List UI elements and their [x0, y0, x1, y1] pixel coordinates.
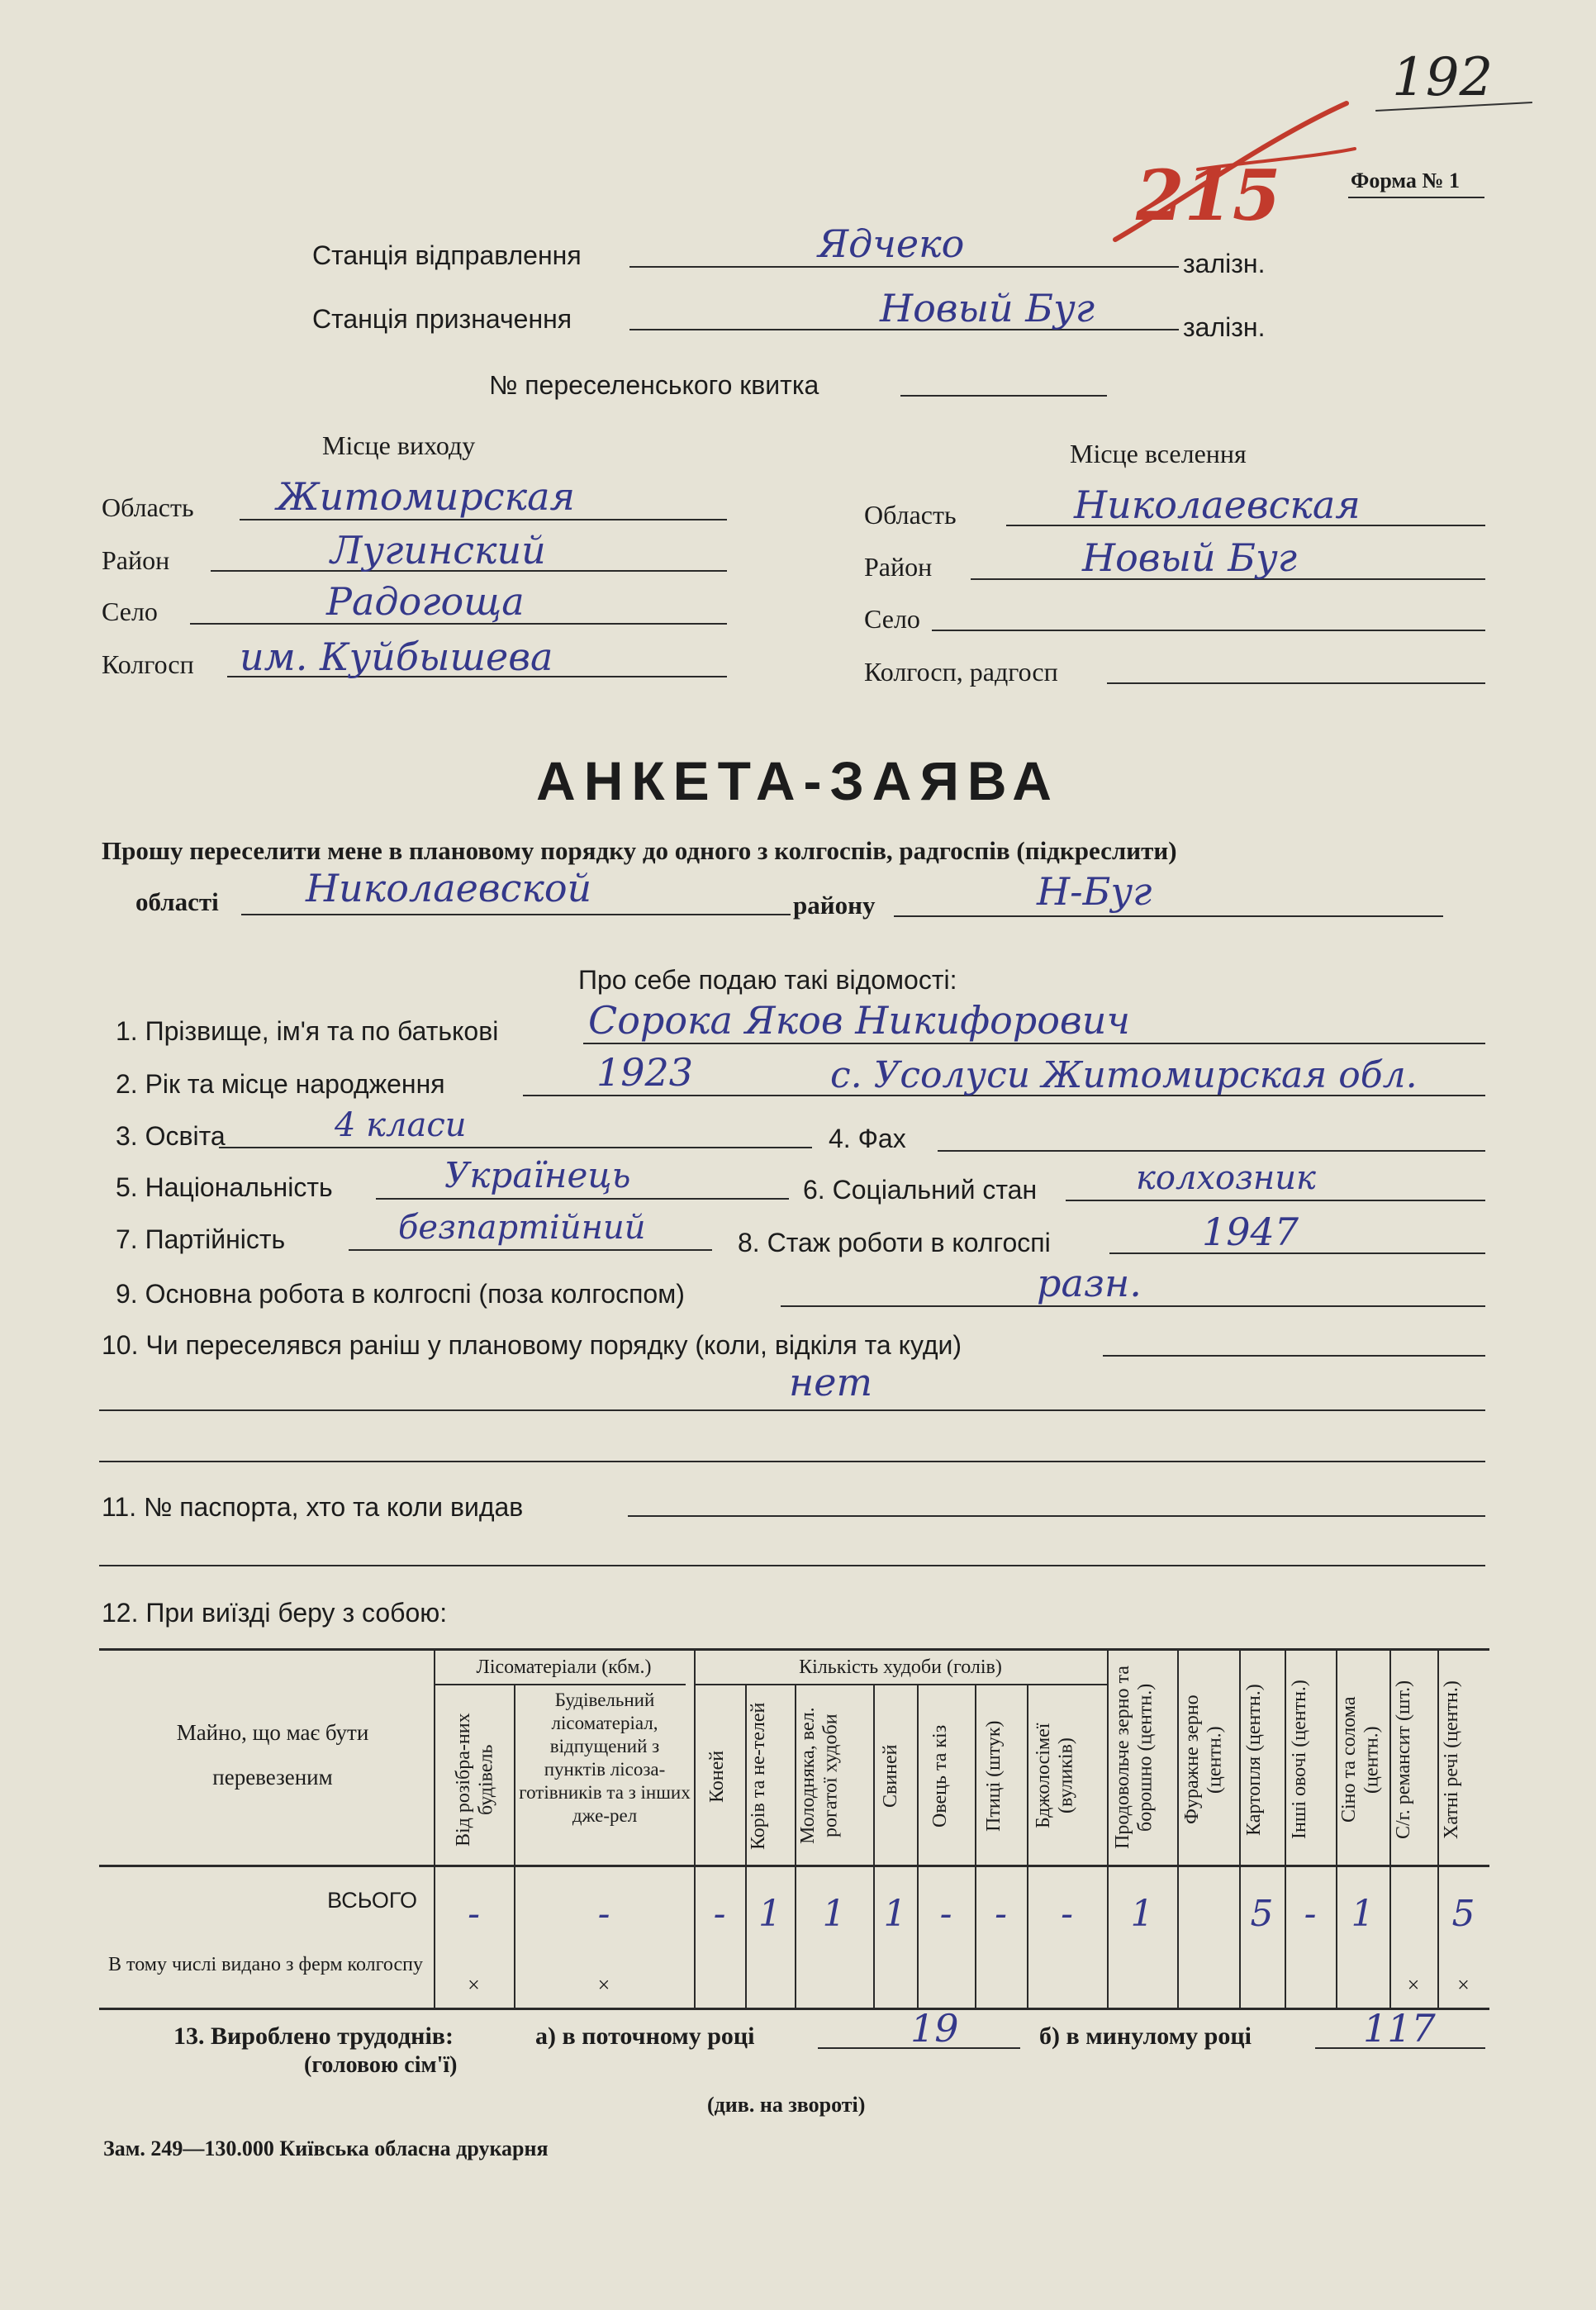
q3-label: 3. Освіта	[116, 1121, 226, 1151]
col-dismantled: Від розібра-них будівель	[453, 1713, 497, 1847]
origin-kolhosp-value: им. Куйбышева	[240, 635, 553, 679]
table-col-line	[917, 1684, 919, 2008]
table-col-line	[1389, 1648, 1391, 2008]
origin-raion-label: Район	[102, 545, 170, 575]
rail-suffix-2: залізн.	[1183, 312, 1266, 342]
q6-label: 6. Соціальний стан	[803, 1175, 1038, 1205]
q4-label: 4. Фах	[829, 1124, 906, 1153]
q9-label: 9. Основна робота в колгоспі (поза колгоспом)	[116, 1279, 685, 1309]
archive-number: 192	[1392, 47, 1494, 108]
col-food-grain: Продовольче зерно та борошно (центн.)	[1112, 1666, 1157, 1849]
table-col-line	[434, 1648, 435, 2008]
dest-oblast-value: Николаевская	[1074, 482, 1361, 527]
q11-label: 11. № паспорта, хто та коли видав	[102, 1492, 524, 1522]
q8-value: 1947	[1202, 1210, 1299, 1254]
table-bottom-line	[99, 2008, 1489, 2010]
q3-line	[219, 1147, 812, 1148]
table-col-line	[1177, 1648, 1179, 2008]
form-number-underline	[1348, 197, 1484, 198]
origin-oblast-value: Житомирская	[277, 474, 575, 519]
q13-b-label: б) в минулому році	[1039, 2022, 1252, 2050]
raion-request-label: району	[793, 891, 876, 920]
origin-kolhosp-label: Колгосп	[102, 649, 194, 679]
total-cell: -	[1304, 1893, 1317, 1935]
timber-group-line	[434, 1684, 686, 1685]
livestock-group-line	[694, 1684, 1107, 1685]
q10-line-2	[99, 1409, 1485, 1411]
total-cell: -	[995, 1893, 1007, 1935]
q13-label: 13. Вироблено трудоднів:	[173, 2022, 454, 2050]
oblast-request-line	[241, 914, 791, 915]
issued-cell: ×	[1407, 1973, 1420, 1997]
q2-place: с. Усолуси Житомирская обл.	[830, 1054, 1418, 1096]
total-cell: 1	[1130, 1893, 1154, 1935]
col-building-timber: Будівельний лісоматеріал, відпущений з пунктів лісоза-готівників та з інших дже-рел	[519, 1690, 691, 1827]
col-young: Молодняка, вел. рогатої худоби	[797, 1707, 842, 1844]
dest-selo-line	[932, 630, 1485, 631]
col-sheep: Овець та кіз	[929, 1724, 951, 1828]
see-back-note: (див. на звороті)	[707, 2093, 866, 2117]
table-col-line	[795, 1684, 796, 2008]
ticket-line	[900, 395, 1107, 397]
table-col-line	[975, 1684, 976, 2008]
q5-value: Українець	[444, 1155, 631, 1195]
col-pigs: Свиней	[880, 1744, 901, 1809]
oblast-request-label: області	[135, 887, 219, 916]
table-col-line	[514, 1684, 515, 2008]
q7-label: 7. Партійність	[116, 1224, 286, 1254]
q11-line-1	[628, 1515, 1485, 1517]
table-col-line	[1437, 1648, 1439, 2008]
col-potatoes: Картопля (центн.)	[1243, 1684, 1265, 1836]
origin-selo-label: Село	[102, 597, 158, 626]
destination-station-value: Новый Буг	[880, 286, 1095, 330]
q10-label: 10. Чи переселявся раніш у плановому порядку (коли, відкіля та куди)	[102, 1330, 962, 1360]
q6-line	[1066, 1200, 1485, 1201]
q5-line	[376, 1198, 789, 1200]
q6-value: колхозник	[1136, 1159, 1316, 1197]
col-horses: Коней	[706, 1750, 728, 1803]
q5-label: 5. Національність	[116, 1172, 333, 1202]
q10-value: нет	[789, 1360, 873, 1405]
table-col-line	[1027, 1684, 1028, 2008]
q11-line-2	[99, 1565, 1485, 1566]
dest-raion-value: Новый Буг	[1082, 535, 1298, 580]
col-cows: Корів та не-телей	[748, 1702, 769, 1851]
col-poultry: Птиці (штук)	[983, 1720, 1005, 1832]
raion-request-value: Н-Буг	[1037, 869, 1152, 914]
table-col-line	[694, 1648, 696, 2008]
form-number: Форма № 1	[1351, 169, 1461, 192]
total-cell: -	[597, 1893, 610, 1935]
table-col-line	[745, 1684, 747, 2008]
form-title: АНКЕТА-ЗАЯВА	[536, 750, 1060, 811]
q13-b-value: 117	[1363, 2006, 1436, 2051]
oblast-request-value: Николаевской	[306, 866, 592, 910]
dest-kolhosp-label: Колгосп, радгосп	[864, 657, 1058, 687]
total-cell: -	[939, 1893, 952, 1935]
dest-oblast-label: Область	[864, 500, 957, 530]
q10-line-3	[99, 1461, 1485, 1462]
total-cell: -	[713, 1893, 726, 1935]
col-household: Хатні речі (центн.)	[1441, 1680, 1462, 1839]
q9-value: разн.	[1037, 1261, 1142, 1305]
info-intro: Про себе подаю такі відомості:	[578, 965, 957, 995]
q13-sub: (головою сім'ї)	[304, 2052, 458, 2078]
dest-raion-label: Район	[864, 552, 933, 582]
total-cell: 5	[1451, 1893, 1475, 1935]
col-forage: Фуражне зерно (центн.)	[1181, 1694, 1226, 1825]
request-text: Прошу переселити мене в плановому порядку до одного з колгоспів, радгоспів (підкреслити)	[102, 836, 1177, 865]
departure-label: Станція відправлення	[312, 240, 582, 270]
q7-value: безпартійний	[398, 1209, 646, 1247]
origin-oblast-label: Область	[102, 492, 194, 522]
issued-cell: ×	[597, 1973, 610, 1997]
origin-oblast-line	[240, 519, 727, 520]
total-cell: -	[1061, 1893, 1073, 1935]
q1-label: 1. Прізвище, ім'я та по батькові	[116, 1016, 499, 1046]
issued-cell: ×	[468, 1973, 480, 1997]
rail-suffix-1: залізн.	[1183, 249, 1266, 278]
total-cell: 1	[822, 1893, 846, 1935]
q13-a-label: а) в поточному році	[535, 2022, 755, 2050]
dest-kolhosp-line	[1107, 682, 1485, 684]
total-cell: 1	[883, 1893, 907, 1935]
table-col-line	[1107, 1648, 1109, 2008]
q9-line	[781, 1305, 1485, 1307]
total-cell: 5	[1250, 1893, 1274, 1935]
red-pencil-stroke	[1099, 91, 1363, 256]
red-number: 215	[1136, 154, 1281, 236]
total-cell: 1	[1351, 1893, 1375, 1935]
col-tools: С/г. ремансит (шт.)	[1393, 1680, 1414, 1840]
q1-line	[583, 1043, 1485, 1044]
q7-line	[349, 1249, 712, 1251]
table-col-line	[1239, 1648, 1241, 2008]
raion-request-line	[894, 915, 1443, 917]
row-issued-label: В тому числі видано з ферм колгоспу	[108, 1954, 423, 1975]
col-bees: Бджолосімеї (вуликів)	[1033, 1723, 1077, 1828]
printer-line: Зам. 249—130.000 Київська обласна друкарня	[103, 2137, 549, 2160]
q13-a-value: 19	[910, 2006, 959, 2051]
table-col-line	[873, 1684, 875, 2008]
q1-value: Сорока Яков Никифорович	[588, 998, 1130, 1043]
total-cell: 1	[758, 1893, 781, 1935]
table-top-line	[99, 1648, 1489, 1651]
q4-line	[938, 1150, 1485, 1152]
q2-year: 1923	[596, 1050, 694, 1095]
departure-line	[629, 266, 1179, 268]
table-col-line	[1285, 1648, 1286, 2008]
destination-heading: Місце вселення	[1070, 439, 1247, 468]
property-header: Майно, що має бути перевезеним	[176, 1720, 369, 1790]
q10-line-1	[1103, 1355, 1485, 1357]
q8-label: 8. Стаж роботи в колгоспі	[738, 1228, 1051, 1257]
departure-value: Ядчеко	[818, 221, 965, 266]
timber-group-header: Лісоматеріали (кбм.)	[476, 1656, 652, 1678]
origin-raion-value: Лугинский	[330, 528, 546, 573]
col-vegetables: Інші овочі (центн.)	[1289, 1680, 1310, 1840]
q3-value: 4 класи	[335, 1106, 467, 1144]
total-cell: -	[468, 1893, 480, 1935]
livestock-group-header: Кількість худоби (голів)	[799, 1656, 1002, 1678]
origin-heading: Місце виходу	[322, 430, 476, 460]
issued-cell: ×	[1457, 1973, 1470, 1997]
dest-selo-label: Село	[864, 604, 920, 634]
col-hay: Сіно та солома (центн.)	[1338, 1696, 1383, 1823]
ticket-label: № переселенського квитка	[489, 370, 819, 400]
q2-label: 2. Рік та місце народження	[116, 1069, 445, 1099]
row-total-label: ВСЬОГО	[327, 1888, 417, 1913]
q12-label: 12. При виїзді беру з собою:	[102, 1598, 448, 1628]
table-col-line	[1336, 1648, 1337, 2008]
origin-selo-value: Радогоща	[326, 579, 525, 624]
destination-station-label: Станція призначення	[312, 304, 572, 334]
